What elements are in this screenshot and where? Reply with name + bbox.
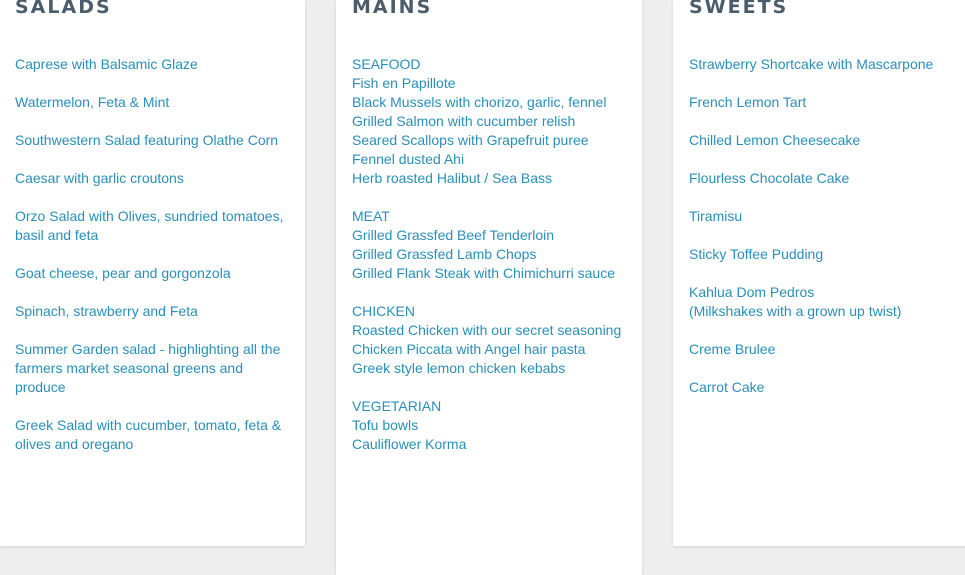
mains-menu-item[interactable]: Roasted Chicken with our secret seasoning: [352, 322, 622, 338]
mains-menu-item[interactable]: Tofu bowls: [352, 417, 419, 433]
salads-menu-item[interactable]: [15, 264, 297, 283]
salads-card: [0, 0, 305, 546]
salads-menu-item[interactable]: [15, 416, 297, 454]
salads-menu-item-text: Summer Garden salad - highlighting all the: [15, 341, 281, 357]
mains-group-heading[interactable]: MEAT: [352, 208, 390, 224]
salads-menu-item-text: Goat cheese, pear and gorgonzola: [15, 265, 231, 281]
mains-menu-item[interactable]: Black Mussels with chorizo, garlic, fennel: [352, 94, 607, 110]
mains-menu-item[interactable]: Grilled Salmon with cucumber relish: [352, 113, 576, 129]
sweets-menu-item-text: French Lemon Tart: [689, 94, 807, 110]
salads-menu-item-text: Spinach, strawberry and Feta: [15, 303, 198, 319]
sweets-title: SWEETS: [689, 0, 789, 18]
mains-card: [336, 0, 642, 575]
mains-group: [352, 55, 638, 188]
salads-menu-item[interactable]: [15, 302, 297, 321]
sweets-menu-item[interactable]: [689, 207, 965, 226]
salads-menu-item[interactable]: [15, 93, 297, 112]
mains-list: [352, 55, 638, 473]
mains-group: [352, 302, 638, 378]
mains-group: [352, 397, 638, 454]
salads-menu-item[interactable]: [15, 169, 297, 188]
sweets-card: [673, 0, 965, 546]
salads-list: [15, 55, 297, 473]
salads-menu-item[interactable]: [15, 340, 297, 397]
salads-menu-item-text: Greek Salad with cucumber, tomato, feta &: [15, 417, 282, 433]
sweets-menu-item-text: Creme Brulee: [689, 341, 776, 357]
mains-group-heading[interactable]: CHICKEN: [352, 303, 416, 319]
mains-menu-item[interactable]: Fennel dusted Ahi: [352, 151, 465, 167]
sweets-menu-item[interactable]: [689, 245, 965, 264]
sweets-menu-item-text: Strawberry Shortcake with Mascarpone: [689, 56, 934, 72]
salads-menu-item-text: farmers market seasonal greens and: [15, 360, 243, 376]
salads-menu-item-text: olives and oregano: [15, 436, 134, 452]
sweets-menu-item[interactable]: [689, 283, 965, 321]
mains-menu-item[interactable]: Greek style lemon chicken kebabs: [352, 360, 566, 376]
mains-menu-item[interactable]: Chicken Piccata with Angel hair pasta: [352, 341, 586, 357]
mains-menu-item[interactable]: Grilled Flank Steak with Chimichurri sauce: [352, 265, 615, 281]
sweets-menu-item-text: (Milkshakes with a grown up twist): [689, 303, 902, 319]
salads-menu-item[interactable]: [15, 207, 297, 245]
mains-group-heading[interactable]: VEGETARIAN: [352, 398, 442, 414]
sweets-menu-item[interactable]: [689, 55, 965, 74]
sweets-menu-item[interactable]: [689, 169, 965, 188]
mains-menu-item[interactable]: Seared Scallops with Grapefruit puree: [352, 132, 589, 148]
sweets-menu-item-text: Sticky Toffee Pudding: [689, 246, 824, 262]
sweets-menu-item-text: Tiramisu: [689, 208, 743, 224]
sweets-list: [689, 55, 965, 416]
salads-title: SALADS: [15, 0, 112, 18]
salads-menu-item-text: Caprese with Balsamic Glaze: [15, 56, 198, 72]
salads-menu-item-text: Caesar with garlic croutons: [15, 170, 184, 186]
sweets-menu-item[interactable]: [689, 340, 965, 359]
sweets-menu-item-text: Flourless Chocolate Cake: [689, 170, 850, 186]
mains-group-heading[interactable]: SEAFOOD: [352, 56, 421, 72]
sweets-menu-item[interactable]: [689, 93, 965, 112]
salads-menu-item-text: produce: [15, 379, 66, 395]
sweets-menu-item-text: Chilled Lemon Cheesecake: [689, 132, 861, 148]
salads-menu-item-text: Watermelon, Feta & Mint: [15, 94, 170, 110]
sweets-menu-item-text: Carrot Cake: [689, 379, 765, 395]
mains-menu-item[interactable]: Fish en Papillote: [352, 75, 456, 91]
mains-menu-item[interactable]: Cauliflower Korma: [352, 436, 467, 452]
salads-menu-item-text: Southwestern Salad featuring Olathe Corn: [15, 132, 279, 148]
salads-menu-item-text: Orzo Salad with Olives, sundried tomatoes,: [15, 208, 284, 224]
mains-title: MAINS: [352, 0, 433, 18]
salads-menu-item-text: basil and feta: [15, 227, 99, 243]
salads-menu-item[interactable]: [15, 55, 297, 74]
sweets-menu-item-text: Kahlua Dom Pedros: [689, 284, 815, 300]
sweets-menu-item[interactable]: [689, 131, 965, 150]
mains-group: [352, 207, 638, 283]
mains-menu-item[interactable]: Grilled Grassfed Lamb Chops: [352, 246, 537, 262]
sweets-menu-item[interactable]: [689, 378, 965, 397]
mains-menu-item[interactable]: Herb roasted Halibut / Sea Bass: [352, 170, 552, 186]
salads-menu-item[interactable]: [15, 131, 297, 150]
mains-menu-item[interactable]: Grilled Grassfed Beef Tenderloin: [352, 227, 555, 243]
